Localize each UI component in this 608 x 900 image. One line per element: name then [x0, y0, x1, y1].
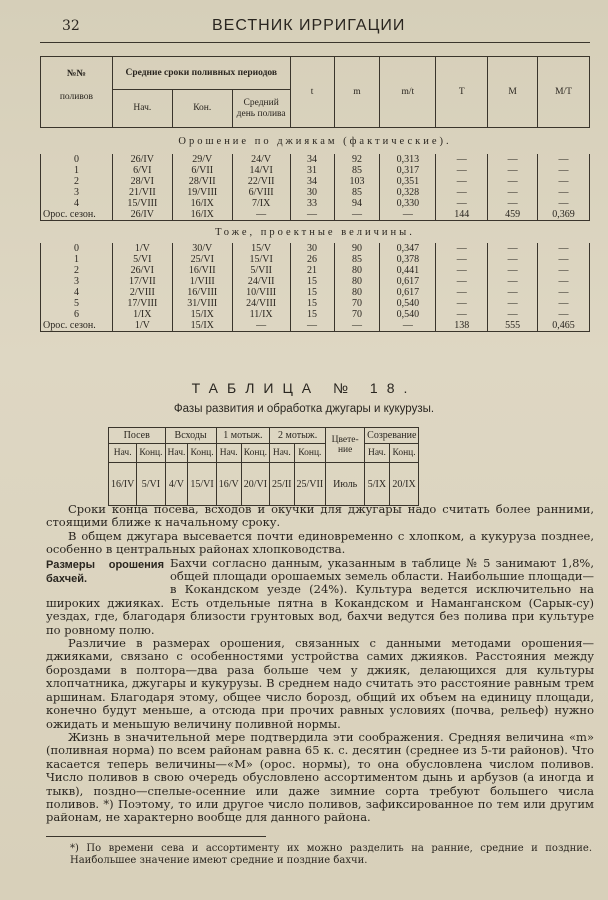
- table-cell: 0,347: [380, 243, 436, 254]
- table-cell: 138: [436, 320, 488, 332]
- table-cell: 85: [334, 254, 380, 265]
- table-cell: 5/VII: [232, 265, 290, 276]
- table-cell: 3: [41, 276, 113, 287]
- table-cell: —: [436, 176, 488, 187]
- table-cell: —: [488, 254, 538, 265]
- table-cell: 15: [290, 287, 334, 298]
- table-cell: 5: [41, 298, 113, 309]
- table-row: [41, 298, 590, 309]
- table-cell: 7/IX: [232, 198, 290, 209]
- table-cell: 555: [488, 320, 538, 332]
- table-cell: —: [538, 265, 590, 276]
- table-cell: 1/VIII: [172, 276, 232, 287]
- table-row: [41, 209, 590, 221]
- table-cell: —: [538, 276, 590, 287]
- sub-8: Нач.: [365, 444, 389, 463]
- table-cell: 4: [41, 287, 113, 298]
- table-cell: 6/VI: [112, 165, 172, 176]
- table-row: [41, 176, 590, 187]
- col-end: Кон.: [172, 90, 232, 128]
- table-cell: —: [538, 154, 590, 165]
- table-cell: 0,617: [380, 276, 436, 287]
- para-5: Жизнь в значительной мере подтвердила эти соображения. Средняя величина «m» (поливная норма) по всем районам равна 65 к. с. десятин (среднее из 5-ти районов). Что касается теперь величины—«М» (орос. нормы), то она обусловлена числом поливов. Число поливов в свою очередь обусловлено ассортиментом дынь и арбузов (а иногда и тыкв), поздно—спелые-осенние или даже зимние сорта требуют большего числа поливов. *) Поэтому, то или другое число поливов, зафиксированное по тем или другим районам, не характерно вообще для данного района.: [46, 729, 594, 825]
- table-cell: 28/VI: [112, 176, 172, 187]
- table-cell: —: [290, 320, 334, 332]
- table-cell: 17/VII: [112, 276, 172, 287]
- phases-table: [108, 427, 419, 506]
- table-cell: 3: [41, 187, 113, 198]
- col-mid: Средний день полива: [232, 90, 290, 128]
- para-4: Различие в размерах орошения, связанных с данными методами орошения—джияками, связано с особенностями устройства самих джияков. Расстояния между бороздами в полтора—два раза больше чем у джияк, делающихся для культуры хлопчатника, джугары и кукурузы. В среднем надо считать это расстояние равным трем аршинам. Благодаря этому, общее число борозд, общий их объем на единицу площади, конечно будут меньше, а отсюда при прочих равных условиях (почва, рельеф) нужно ожидать и меньшую величину поливной нормы.: [46, 636, 594, 731]
- grp-hoe2: 2 мотыж.: [270, 428, 326, 444]
- table-cell: 103: [334, 176, 380, 187]
- table18-subtitle: Фазы развития и обработка джугары и кукурузы.: [173, 403, 435, 415]
- val-3: 15/VI: [188, 463, 216, 506]
- val-9: 5/IX: [365, 463, 389, 506]
- table-cell: 15/VI: [232, 254, 290, 265]
- table-cell: 31: [290, 165, 334, 176]
- table-cell: —: [538, 165, 590, 176]
- table-cell: 0,351: [380, 176, 436, 187]
- table-cell: 11/IX: [232, 309, 290, 320]
- table-cell: 2/VIII: [112, 287, 172, 298]
- table-cell: 34: [290, 154, 334, 165]
- table-cell: 92: [334, 154, 380, 165]
- table-cell: Орос. сезон.: [41, 320, 113, 332]
- sub-9: Конц.: [389, 444, 419, 463]
- page-number: 32: [62, 18, 80, 34]
- table-cell: —: [436, 298, 488, 309]
- table-cell: 70: [334, 309, 380, 320]
- table-cell: —: [436, 187, 488, 198]
- table-cell: —: [488, 176, 538, 187]
- col-m: m: [334, 57, 380, 128]
- sub-1: Конц.: [137, 444, 165, 463]
- table-cell: —: [488, 187, 538, 198]
- table-cell: —: [436, 254, 488, 265]
- sub-0: Нач.: [109, 444, 137, 463]
- table-cell: 16/IX: [172, 209, 232, 221]
- table-cell: —: [488, 165, 538, 176]
- table-row: [41, 154, 590, 165]
- table-cell: —: [380, 320, 436, 332]
- table-cell: 5/VI: [112, 254, 172, 265]
- table-cell: 24/V: [232, 154, 290, 165]
- table-cell: —: [488, 243, 538, 254]
- table-cell: —: [538, 254, 590, 265]
- table-cell: 85: [334, 165, 380, 176]
- sub-7: Конц.: [294, 444, 326, 463]
- table-cell: —: [488, 198, 538, 209]
- table-cell: 16/IX: [172, 198, 232, 209]
- table-cell: 80: [334, 276, 380, 287]
- table-cell: 25/VI: [172, 254, 232, 265]
- col-start: Нач.: [112, 90, 172, 128]
- table-cell: —: [538, 187, 590, 198]
- table-cell: 2: [41, 265, 113, 276]
- table-row: [41, 198, 590, 209]
- table-cell: —: [538, 309, 590, 320]
- rows-project: [41, 243, 590, 332]
- table-cell: —: [538, 243, 590, 254]
- table-cell: 21: [290, 265, 334, 276]
- sub-6: Нач.: [270, 444, 294, 463]
- table-cell: 94: [334, 198, 380, 209]
- table-cell: 26: [290, 254, 334, 265]
- table-cell: —: [488, 287, 538, 298]
- table-row: [41, 320, 590, 332]
- table-row: [41, 165, 590, 176]
- table-cell: 30: [290, 243, 334, 254]
- table-cell: 0: [41, 243, 113, 254]
- table-cell: —: [538, 176, 590, 187]
- table-cell: 6/VII: [172, 165, 232, 176]
- table-row: [41, 265, 590, 276]
- val-0: 16/IV: [109, 463, 137, 506]
- table-cell: 0,540: [380, 309, 436, 320]
- table-cell: 15: [290, 309, 334, 320]
- table-cell: 0,378: [380, 254, 436, 265]
- table-row: [41, 276, 590, 287]
- table-cell: 28/VII: [172, 176, 232, 187]
- table-cell: 15: [290, 298, 334, 309]
- table-cell: —: [436, 287, 488, 298]
- table-cell: 4: [41, 198, 113, 209]
- table-cell: 34: [290, 176, 334, 187]
- table-cell: 26/IV: [112, 154, 172, 165]
- table-cell: —: [538, 298, 590, 309]
- table-cell: 30/V: [172, 243, 232, 254]
- table-cell: 459: [488, 209, 538, 221]
- section-actual: Орошение по джиякам (фактические).: [178, 135, 452, 147]
- val-10: 20/IX: [389, 463, 419, 506]
- table-cell: 1: [41, 254, 113, 265]
- para-3: Бахчи согласно данным, указанным в таблице № 5 занимают 1,8%, общей площади орошаемых земель области. Наибольшие площади—в Кокандском уезде (24%). Культура ведется исключительно на широких джияках. Есть отдельные пятна в Кокандском и Наманганском (Сарык-су) уездах, где, благодаря близости грунтовых вод, бахчи ведутся без полива при культуре по ровному полю.: [46, 555, 594, 637]
- para-1: Сроки конца посева, всходов и окучки для джугары надо считать более ранними, стоящими ближе к начальному сроку.: [46, 502, 594, 530]
- val-8: Июль: [326, 463, 365, 506]
- table-row: [41, 309, 590, 320]
- table-cell: 24/VII: [232, 276, 290, 287]
- table-cell: —: [488, 276, 538, 287]
- table-cell: —: [232, 209, 290, 221]
- body-text: [46, 503, 594, 825]
- col-t: t: [290, 57, 334, 128]
- table-cell: 1: [41, 165, 113, 176]
- table-cell: —: [290, 209, 334, 221]
- table-cell: —: [488, 154, 538, 165]
- table18-title: ТАБЛИЦА № 18.: [191, 380, 417, 396]
- table-cell: 1/IX: [112, 309, 172, 320]
- col-M: M: [488, 57, 538, 128]
- table-cell: —: [488, 309, 538, 320]
- grp-hoe1: 1 мотыж.: [216, 428, 269, 444]
- table-cell: —: [488, 298, 538, 309]
- col-mt: m/t: [380, 57, 436, 128]
- irrigation-table: [40, 56, 590, 332]
- table-cell: 90: [334, 243, 380, 254]
- journal-title: ВЕСТНИК ИРРИГАЦИИ: [212, 17, 406, 34]
- table-cell: 0,317: [380, 165, 436, 176]
- val-6: 25/II: [270, 463, 294, 506]
- table-cell: 16/VII: [172, 265, 232, 276]
- table-cell: Орос. сезон.: [41, 209, 113, 221]
- table-cell: 2: [41, 176, 113, 187]
- val-5: 20/VI: [241, 463, 269, 506]
- table-cell: 80: [334, 287, 380, 298]
- table-cell: —: [232, 320, 290, 332]
- table-cell: —: [538, 287, 590, 298]
- table-cell: —: [436, 309, 488, 320]
- table-cell: —: [380, 209, 436, 221]
- header-rule: [40, 42, 590, 43]
- table-cell: 6/VIII: [232, 187, 290, 198]
- grp-ripening: Созревание: [365, 428, 419, 444]
- table-cell: 0: [41, 154, 113, 165]
- table-cell: 0,540: [380, 298, 436, 309]
- table-cell: —: [436, 154, 488, 165]
- section-project: Тоже, проектные величины.: [215, 226, 415, 238]
- table-cell: 6: [41, 309, 113, 320]
- table-cell: 0,369: [538, 209, 590, 221]
- table-cell: 26/VI: [112, 265, 172, 276]
- table-cell: 15/V: [232, 243, 290, 254]
- table-cell: —: [436, 265, 488, 276]
- sub-4: Нач.: [216, 444, 241, 463]
- table-cell: 15/IX: [172, 320, 232, 332]
- rows-actual: [41, 154, 590, 221]
- sub-3: Конц.: [188, 444, 216, 463]
- table-cell: —: [538, 198, 590, 209]
- table-cell: —: [436, 198, 488, 209]
- table-cell: 16/VIII: [172, 287, 232, 298]
- para-2: В общем джугара высевается почти единовременно с хлопком, а кукуруза позднее, особенно в центральных районах хлопководства.: [46, 528, 594, 557]
- table-cell: 17/VIII: [112, 298, 172, 309]
- table-cell: —: [488, 265, 538, 276]
- table-cell: —: [436, 243, 488, 254]
- table-cell: 80: [334, 265, 380, 276]
- col-no: [41, 57, 113, 128]
- table-row: [41, 254, 590, 265]
- table-cell: 24/VIII: [232, 298, 290, 309]
- val-1: 5/VI: [137, 463, 165, 506]
- table-cell: 26/IV: [112, 209, 172, 221]
- footnote-rule: [46, 836, 266, 837]
- table-cell: —: [334, 320, 380, 332]
- table-row: [41, 243, 590, 254]
- col-MT: M/T: [538, 57, 590, 128]
- table-cell: 10/VIII: [232, 287, 290, 298]
- table-cell: 33: [290, 198, 334, 209]
- col-no-label: №№: [66, 69, 86, 79]
- val-4: 16/V: [216, 463, 241, 506]
- side-heading: Размеры орошения бахчей.: [46, 558, 164, 585]
- para-3-wrap: [46, 557, 594, 637]
- val-2: 4/V: [165, 463, 188, 506]
- table-cell: 1/V: [112, 320, 172, 332]
- table-row: [41, 187, 590, 198]
- table-cell: 0,441: [380, 265, 436, 276]
- table-cell: —: [436, 276, 488, 287]
- table-cell: 14/VI: [232, 165, 290, 176]
- table-cell: 144: [436, 209, 488, 221]
- grp-sprouts: Всходы: [165, 428, 216, 444]
- table-cell: 22/VII: [232, 176, 290, 187]
- table-cell: 70: [334, 298, 380, 309]
- sub-5: Конц.: [241, 444, 269, 463]
- col-periods: Средние сроки поливных периодов: [112, 57, 290, 90]
- table-cell: —: [436, 165, 488, 176]
- sub-2: Нач.: [165, 444, 188, 463]
- table-cell: 1/V: [112, 243, 172, 254]
- val-7: 25/VII: [294, 463, 326, 506]
- table-cell: 15/VIII: [112, 198, 172, 209]
- table-cell: 21/VII: [112, 187, 172, 198]
- table-cell: 0,330: [380, 198, 436, 209]
- table-cell: 0,328: [380, 187, 436, 198]
- table-cell: 85: [334, 187, 380, 198]
- grp-sowing: Посев: [109, 428, 166, 444]
- table-cell: —: [334, 209, 380, 221]
- col-T: T: [436, 57, 488, 128]
- table-cell: 19/VIII: [172, 187, 232, 198]
- table-cell: 29/V: [172, 154, 232, 165]
- table-cell: 15/IX: [172, 309, 232, 320]
- table-row: [41, 287, 590, 298]
- table-cell: 31/VIII: [172, 298, 232, 309]
- footnote: *) По времени сева и ассортименту их можно разделить на ранние, средние и поздние. Наибольшее значение имеют средние и поздние бахчи.: [70, 843, 592, 866]
- page-header: [62, 18, 592, 40]
- col-no-sub: поливов: [59, 92, 94, 102]
- grp-flowering: Цвете-ние: [326, 428, 365, 463]
- table-cell: 30: [290, 187, 334, 198]
- table-cell: 0,313: [380, 154, 436, 165]
- table-cell: 15: [290, 276, 334, 287]
- table-cell: 0,617: [380, 287, 436, 298]
- table-cell: 0,465: [538, 320, 590, 332]
